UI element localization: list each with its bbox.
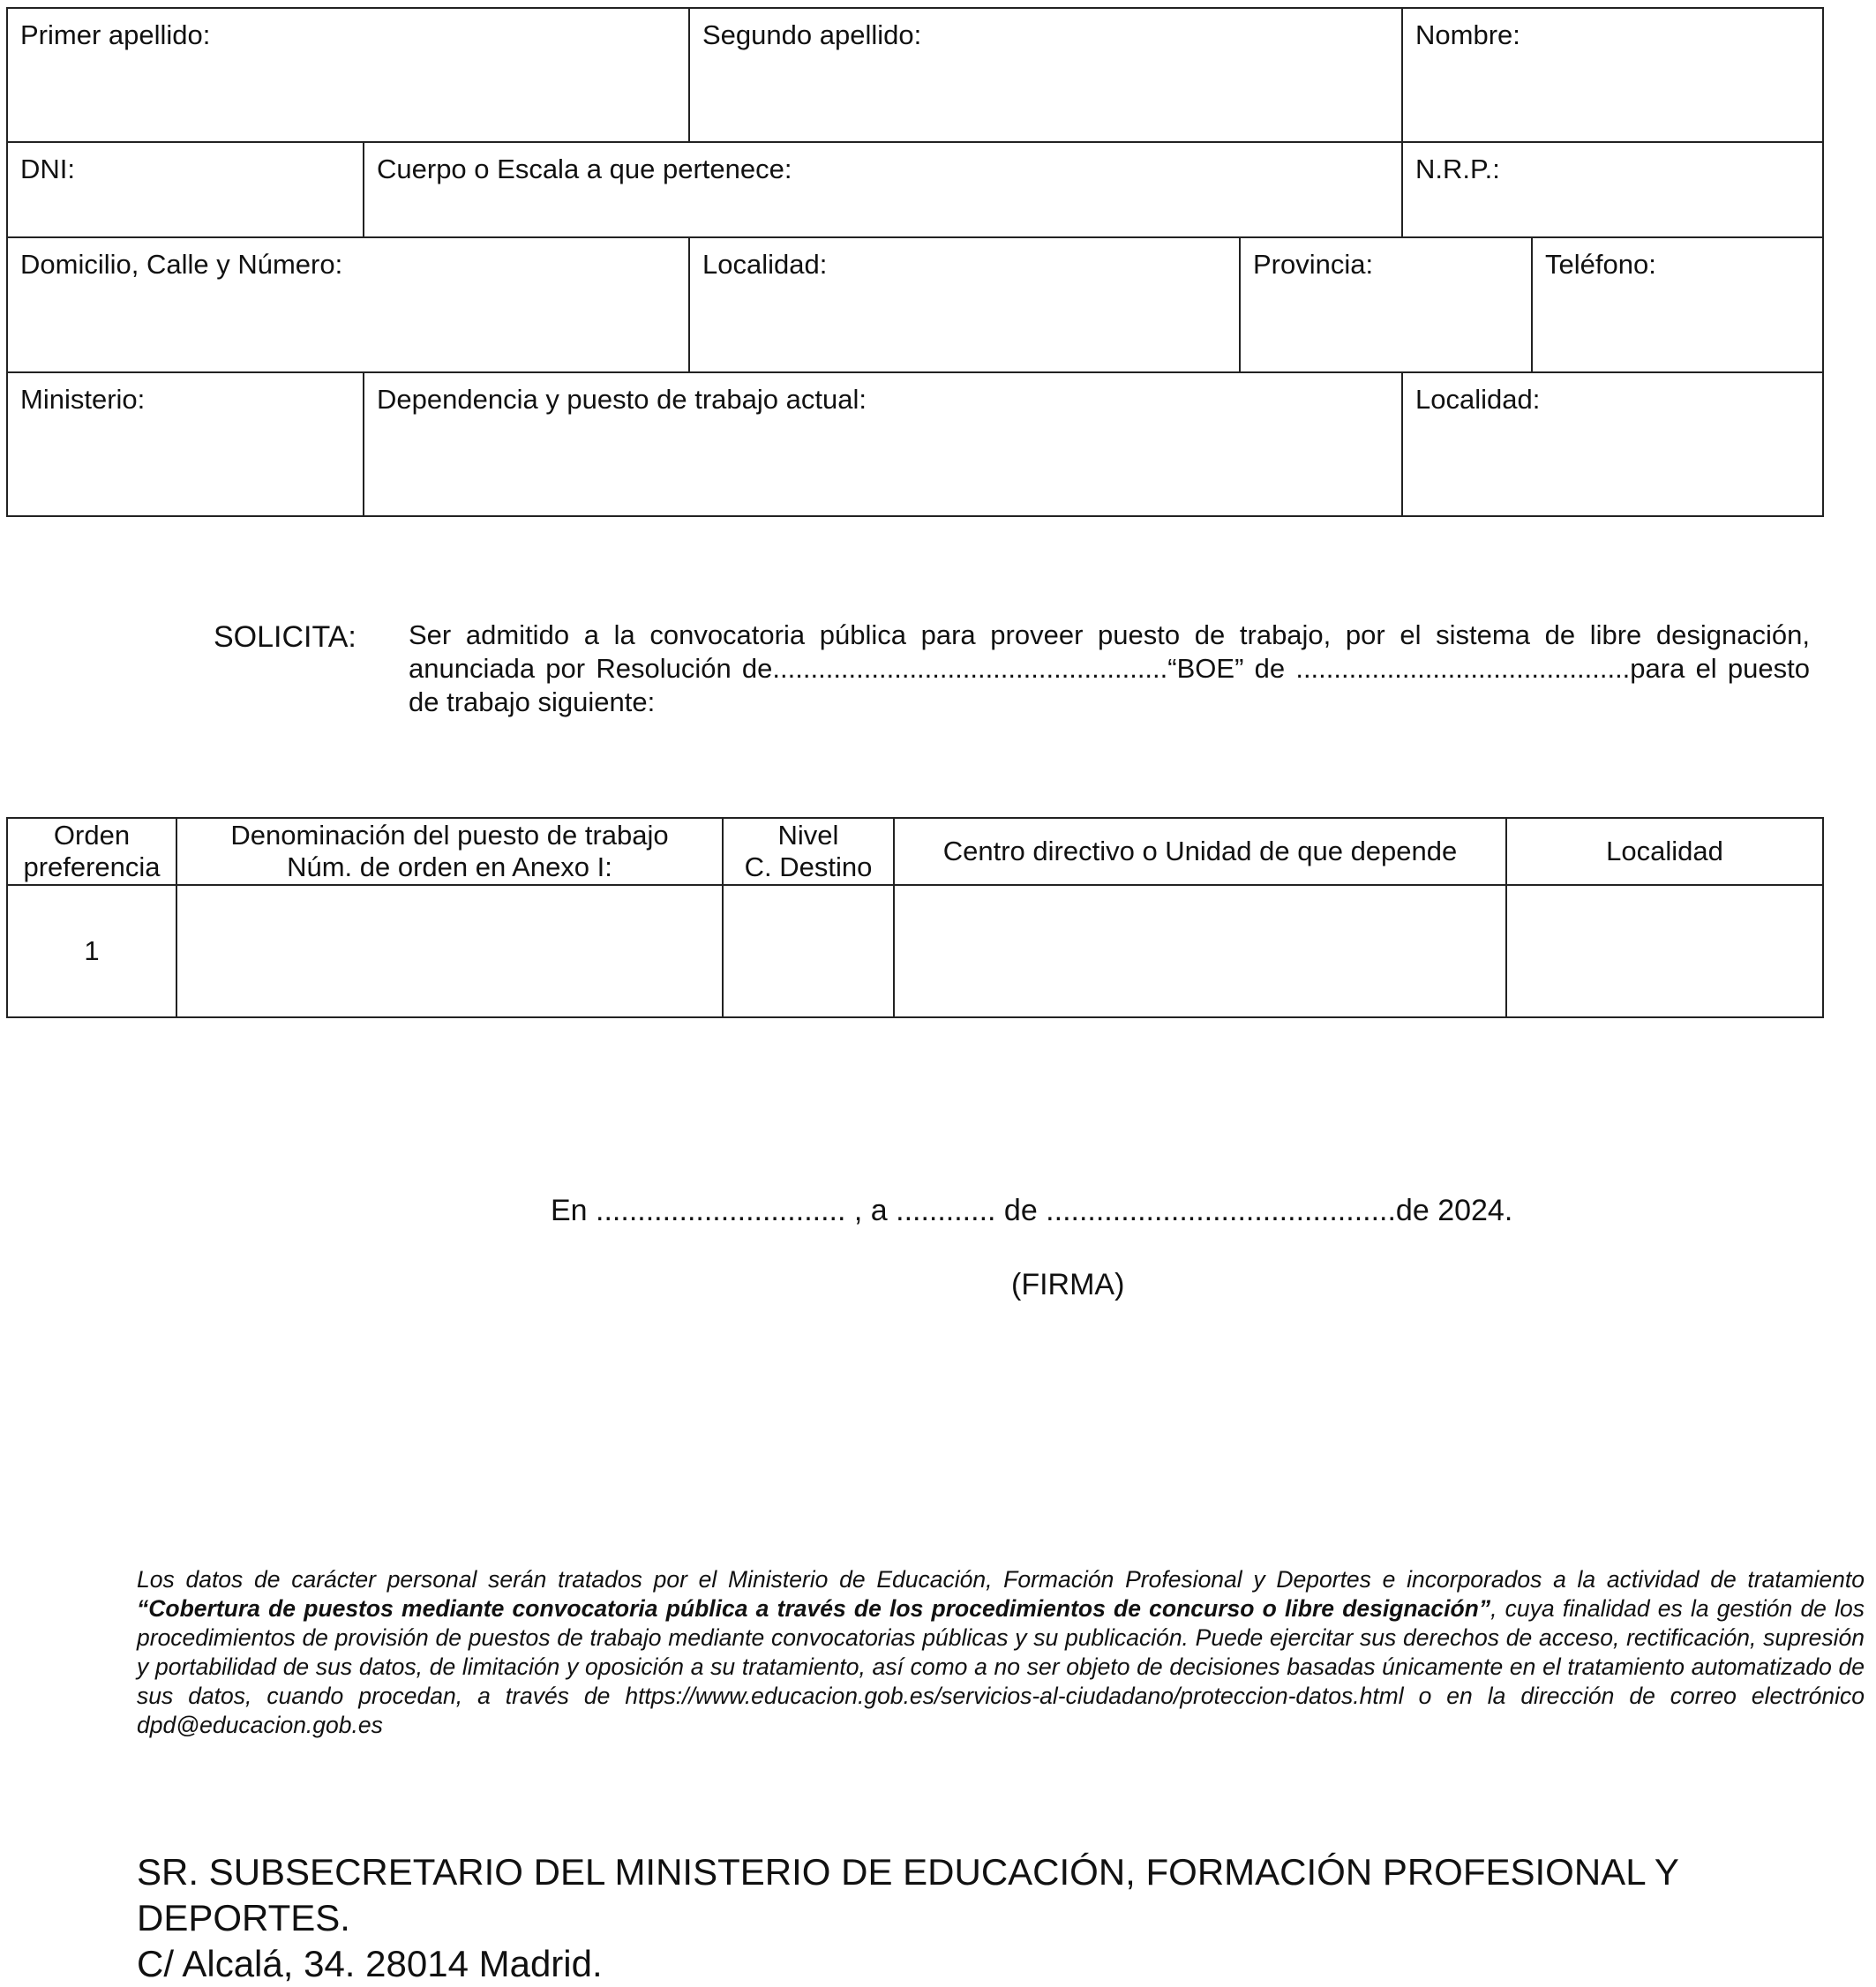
nrp-label: N.R.P.: bbox=[1415, 154, 1500, 184]
localidad-label: Localidad: bbox=[702, 249, 828, 280]
privacy-text-2: , cuya finalidad es la gestión de los procedimientos de provisión de puestos de trabajo mediante convocatorias públicas y su publicación. Puede ejercitar sus derechos de acceso, rectificación, supresión y portabilidad de sus datos, de limitación y oposición a su tratamiento, así como a no ser objeto de decisiones basadas únicamente en el tratamiento automatizado de sus datos, cuando procedan, a través de https://www.educacion.gob.es/servicios-al-ciudadano/proteccion-datos.html o en la dirección de correo electrónico dpd@educacion.gob.es bbox=[137, 1595, 1865, 1738]
firma-label: (FIRMA) bbox=[1011, 1268, 1125, 1301]
header-localidad bbox=[1507, 819, 1824, 886]
domicilio-label: Domicilio, Calle y Número: bbox=[20, 249, 343, 280]
primer-apellido-field[interactable] bbox=[8, 9, 690, 143]
address-line-2: C/ Alcalá, 34. 28014 Madrid. bbox=[137, 1943, 603, 1984]
dependencia-label: Dependencia y puesto de trabajo actual: bbox=[377, 384, 867, 415]
privacy-text-1: Los datos de carácter personal serán tratados por el Ministerio de Educación, Formación Profesional y Deportes e incorporados a la actividad de tratamiento bbox=[137, 1566, 1865, 1593]
dni-field[interactable] bbox=[8, 143, 364, 238]
table-row-nivel[interactable] bbox=[724, 886, 895, 1018]
header-nivel bbox=[724, 819, 895, 886]
dependencia-field[interactable] bbox=[364, 373, 1403, 517]
header-centro-label: Centro directivo o Unidad de que depende bbox=[942, 836, 1458, 866]
provincia-field[interactable] bbox=[1241, 238, 1533, 373]
provincia-label: Provincia: bbox=[1253, 249, 1374, 280]
table-row-orden bbox=[8, 886, 177, 1018]
table-row-centro[interactable] bbox=[895, 886, 1507, 1018]
header-denominacion-line2: Núm. de orden en Anexo I: bbox=[287, 851, 612, 882]
cuerpo-field[interactable] bbox=[364, 143, 1403, 238]
primer-apellido-label: Primer apellido: bbox=[20, 19, 211, 50]
header-orden-line1: Orden bbox=[53, 820, 131, 851]
localidad-actual-field[interactable] bbox=[1403, 373, 1824, 517]
header-orden bbox=[8, 819, 177, 886]
table-row-denominacion[interactable] bbox=[177, 886, 724, 1018]
dni-label: DNI: bbox=[20, 154, 75, 184]
header-denominacion bbox=[177, 819, 724, 886]
localidad-actual-label: Localidad: bbox=[1415, 384, 1541, 415]
header-denominacion-line1: Denominación del puesto de trabajo bbox=[230, 820, 669, 851]
telefono-label: Teléfono: bbox=[1545, 249, 1656, 280]
header-centro bbox=[895, 819, 1507, 886]
place-date-line: En .............................. , a ............ de ..........................................de 2024. bbox=[551, 1194, 1513, 1227]
solicita-label: SOLICITA: bbox=[214, 620, 356, 654]
localidad-field[interactable] bbox=[690, 238, 1241, 373]
header-nivel-line1: Nivel bbox=[777, 820, 839, 851]
segundo-apellido-label: Segundo apellido: bbox=[702, 19, 922, 50]
jobs-table bbox=[6, 817, 1824, 1018]
ministerio-label: Ministerio: bbox=[20, 384, 146, 415]
recipient-address bbox=[137, 1849, 1866, 1987]
privacy-activity-name: “Cobertura de puestos mediante convocatoria pública a través de los procedimientos de concurso o libre designación” bbox=[137, 1595, 1491, 1622]
header-localidad-label: Localidad bbox=[1606, 836, 1723, 866]
ministerio-field[interactable] bbox=[8, 373, 364, 517]
nombre-label: Nombre: bbox=[1415, 19, 1520, 50]
header-orden-line2: preferencia bbox=[23, 851, 161, 882]
privacy-notice bbox=[137, 1565, 1865, 1740]
header-nivel-line2: C. Destino bbox=[744, 851, 873, 882]
nrp-field[interactable] bbox=[1403, 143, 1824, 238]
personal-data-grid bbox=[6, 7, 1824, 517]
nombre-field[interactable] bbox=[1403, 9, 1824, 143]
table-row-localidad[interactable] bbox=[1507, 886, 1824, 1018]
address-line-1: SR. SUBSECRETARIO DEL MINISTERIO DE EDUCACIÓN, FORMACIÓN PROFESIONAL Y DEPORTES. bbox=[137, 1851, 1679, 1938]
segundo-apellido-field[interactable] bbox=[690, 9, 1403, 143]
solicita-text: Ser admitido a la convocatoria pública para proveer puesto de trabajo, por el sistema de libre designación, anunciada por Resolución de....................................................“BOE” de ............................................para el puesto de trabajo siguiente: bbox=[409, 619, 1810, 717]
row-orden-value: 1 bbox=[84, 935, 100, 966]
cuerpo-label: Cuerpo o Escala a que pertenece: bbox=[377, 154, 792, 184]
domicilio-field[interactable] bbox=[8, 238, 690, 373]
telefono-field[interactable] bbox=[1533, 238, 1824, 373]
